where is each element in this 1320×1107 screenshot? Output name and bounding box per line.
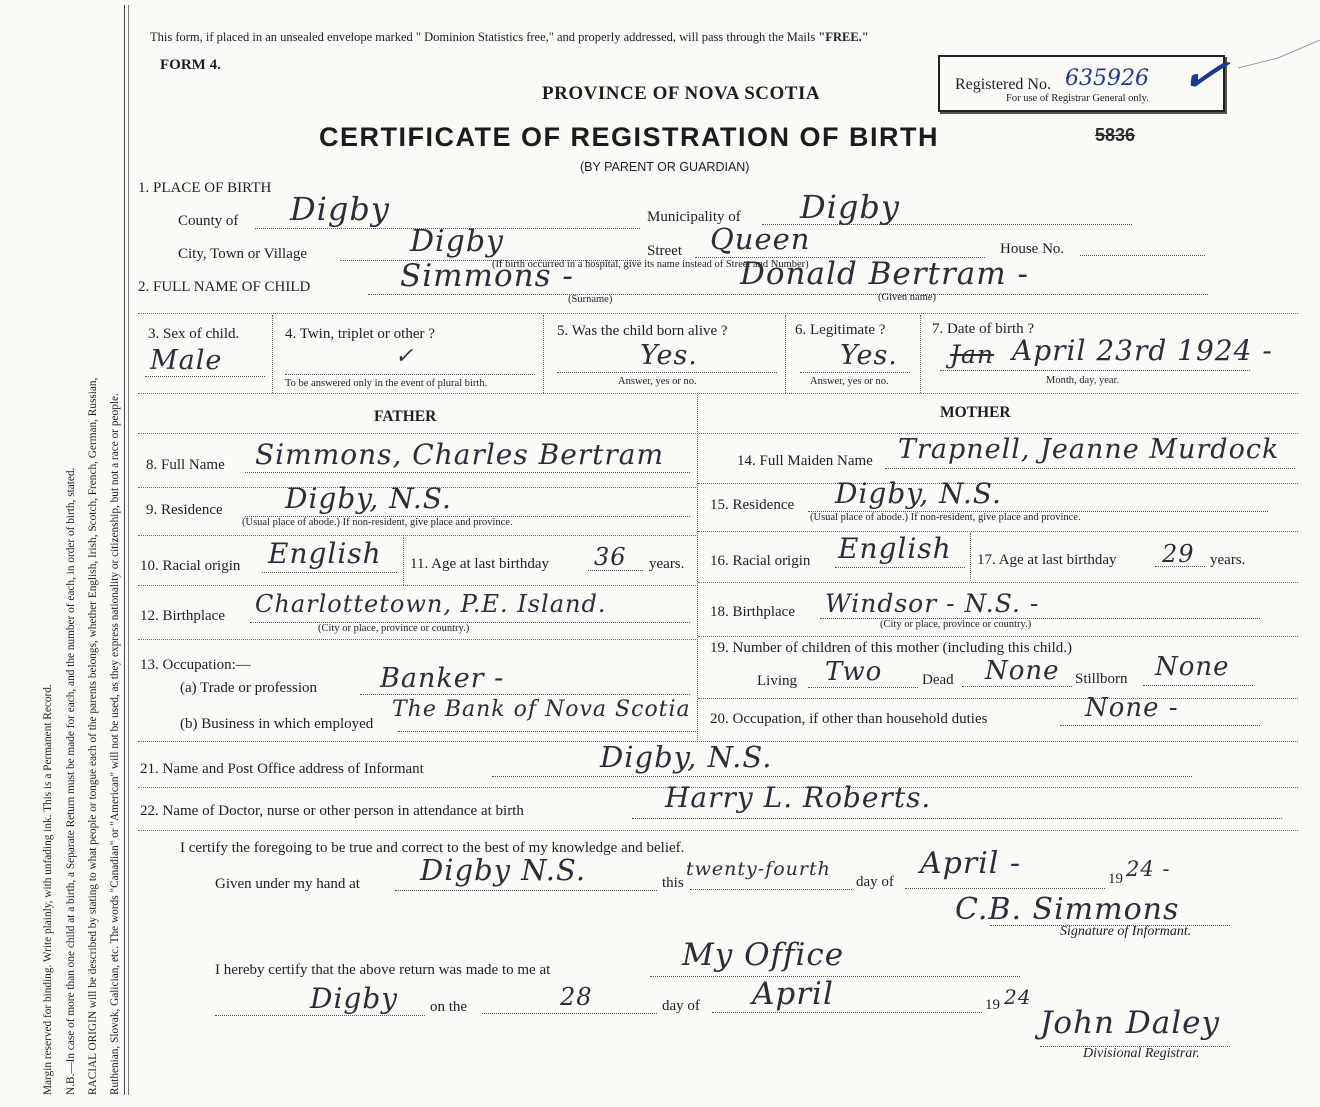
parent-column-divider (697, 395, 698, 740)
mother-row-15-border (698, 531, 1298, 532)
county-value: Digby (290, 190, 390, 228)
city-label: City, Town or Village (178, 246, 308, 262)
employer-value: The Bank of Nova Scotia (392, 697, 691, 722)
margin-note-racial-origin: RACIAL ORIGIN will be described by stating to what people or tongue each of the parents belongs, whether English, Irish, Scotch, French, German, Russian, (87, 377, 99, 1095)
mother-name-label: 14. Full Maiden Name (737, 453, 873, 469)
registrar-month-value: April (752, 976, 834, 1012)
registrar-signature-label: Divisional Registrar. (1083, 1046, 1200, 1061)
plural-birth-line (285, 374, 535, 375)
birth-date-struck: Jan (950, 340, 995, 369)
on-the-label: on the (430, 999, 468, 1015)
father-row-10-border (138, 585, 698, 586)
living-value: Two (825, 657, 883, 687)
municipality-label: Municipality of (647, 209, 741, 225)
mother-occupation-value: None - (1085, 693, 1179, 723)
registrar-place-value: My Office (682, 937, 845, 973)
binding-margin (30, 0, 125, 1107)
registrar-note: For use of Registrar General only. (1006, 93, 1149, 104)
month-line (905, 888, 1105, 889)
father-birthplace-label: 12. Birthplace (140, 608, 225, 624)
street-value: Queen (710, 222, 811, 256)
registrar-day-line (482, 1013, 657, 1014)
informant-signature-label: Signature of Informant. (1060, 924, 1192, 939)
dead-value: None (985, 656, 1060, 686)
street-label: Street (647, 243, 682, 259)
registrar-month-line (712, 1012, 982, 1013)
stillborn-value: None (1155, 652, 1230, 682)
registered-no-label: Registered No. (955, 76, 1051, 93)
row-22-border (138, 830, 1298, 831)
mother-row-18-border (698, 636, 1298, 637)
legitimate-note: Answer, yes or no. (810, 376, 889, 387)
mother-age-suffix: years. (1210, 552, 1246, 568)
registrar-year-value: 24 (1004, 985, 1032, 1009)
attendant-label: 22. Name of Doctor, nurse or other person in attendance at birth (140, 803, 524, 819)
mother-birthplace-note: (City or place, province or country.) (880, 619, 1032, 630)
sex-value: Male (150, 345, 223, 376)
certify-statement: I certify the foregoing to be true and correct to the best of my knowledge and belief. (180, 840, 685, 856)
mother-age-value: 29 (1162, 540, 1195, 568)
legitimate-line (800, 372, 910, 373)
living-label: Living (757, 673, 797, 689)
attendant-line (632, 818, 1282, 819)
mother-residence-note: (Usual place of abode.) If non-resident, give place and province. (810, 512, 1081, 523)
plural-birth-note: To be answered only in the event of plural birth. (285, 378, 488, 389)
registrar-statement: I hereby certify that the above return was made to me at (215, 962, 551, 978)
registrar-place-line (650, 976, 1020, 977)
born-alive-value: Yes. (640, 340, 698, 371)
certificate-title: CERTIFICATE OF REGISTRATION OF BIRTH (319, 122, 939, 152)
father-row-9-border (138, 535, 698, 536)
box-divider-4 (920, 315, 921, 393)
mother-racial-label: 16. Racial origin (710, 553, 811, 569)
margin-note-racial-origin-cont: Ruthenian, Slovak, Galician, etc. The words "Canadian" or "American" will not be used, as they express nationality or citizenship, but not a race or people. (109, 393, 121, 1095)
occupation-label: 13. Occupation:— (140, 657, 251, 673)
form-number: FORM 4. (160, 57, 221, 73)
given-place-line (395, 890, 657, 891)
row-bottom-border (138, 393, 1298, 394)
registrar-signature: John Daley (1040, 1005, 1220, 1041)
stillborn-line (1143, 685, 1253, 686)
dead-label: Dead (922, 672, 954, 688)
day-value: twenty-fourth (686, 858, 831, 880)
mother-racial-value: English (838, 532, 952, 565)
row-top-border (138, 313, 1298, 314)
birth-date-line (940, 370, 1250, 371)
house-no-line (1080, 255, 1205, 256)
margin-note-multiple-births: N.B.—In case of more than one child at a birth, a Separate Return must be made for each, and the number of each, in order of birth, stated. (65, 467, 77, 1095)
father-birthplace-line (250, 622, 690, 623)
day-line (690, 889, 852, 890)
mother-racial-line (835, 567, 965, 568)
father-name-label: 8. Full Name (146, 457, 225, 473)
mother-name-line (885, 468, 1295, 469)
registrar-place2-line (215, 1015, 425, 1016)
plural-birth-value: ✓ (395, 344, 415, 369)
given-under-label: Given under my hand at (215, 876, 360, 892)
box-divider-1 (272, 315, 273, 393)
born-alive-note: Answer, yes or no. (618, 376, 697, 387)
sex-label: 3. Sex of child. (148, 326, 240, 342)
mother-row-16-divider (970, 533, 971, 581)
mother-birthplace-value: Windsor - N.S. - (825, 589, 1040, 618)
margin-note-binding: Margin reserved for binding. Write plainly, with unfading ink. This is a Permanent Record. (42, 684, 54, 1095)
mother-row-16-border (698, 582, 1298, 583)
check-mark: ✓ (1173, 35, 1236, 113)
born-alive-label: 5. Was the child born alive ? (557, 323, 728, 339)
registered-no-value: 635926 (1065, 66, 1149, 91)
county-label: County of (178, 213, 239, 229)
corner-tear (1238, 40, 1320, 80)
stillborn-label: Stillborn (1075, 671, 1128, 687)
municipality-value: Digby (800, 188, 900, 226)
given-place-value: Digby N.S. (420, 853, 587, 887)
father-residence-note: (Usual place of abode.) If non-resident, give place and province. (242, 517, 513, 528)
attendant-value: Harry L. Roberts. (665, 781, 932, 814)
father-name-line (245, 472, 690, 473)
this-label: this (662, 875, 684, 891)
informant-label: 21. Name and Post Office address of Informant (140, 761, 424, 777)
month-value: April - (920, 846, 1022, 881)
mother-occupation-label: 20. Occupation, if other than household duties (710, 711, 988, 727)
margin-divider (124, 5, 125, 1095)
house-no-label: House No. (1000, 241, 1065, 257)
child-name-line (368, 294, 1208, 295)
father-racial-line (262, 572, 397, 573)
year-value: 24 - (1126, 857, 1171, 881)
father-racial-label: 10. Racial origin (140, 558, 241, 574)
father-residence-value: Digby, N.S. (285, 482, 452, 515)
informant-signature: C.B. Simmons (955, 892, 1180, 927)
dead-line (962, 686, 1072, 687)
registrar-place2-value: Digby (310, 982, 399, 1015)
hospital-note: (If birth occurred in a hospital, give its name instead of Street and Number) (492, 259, 809, 270)
mother-residence-label: 15. Residence (710, 497, 795, 513)
trade-line (360, 694, 690, 695)
mother-occupation-line (1060, 725, 1260, 726)
father-age-suffix: years. (649, 556, 685, 572)
mother-name-value: Trapnell, Jeanne Murdock (898, 434, 1280, 465)
child-surname-value: Simmons - (400, 258, 574, 294)
registrar-day-of-label: day of (662, 998, 700, 1014)
mother-row-19-border (698, 698, 1298, 699)
legitimate-value: Yes. (840, 340, 898, 371)
born-alive-line (557, 372, 777, 373)
trade-value: Banker - (380, 663, 505, 694)
surname-note: (Surname) (568, 294, 613, 305)
children-count-label: 19. Number of children of this mother (including this child.) (710, 640, 1073, 656)
mail-notice: This form, if placed in an unsealed envelope marked " Dominion Statistics free," and properly addressed, will pass through the Mails "FREE." (150, 30, 869, 44)
registrar-day-value: 28 (560, 983, 593, 1011)
employer-line (398, 731, 698, 732)
city-value: Digby (410, 224, 505, 259)
mother-birthplace-label: 18. Birthplace (710, 604, 795, 620)
mother-age-label: 17. Age at last birthday (977, 552, 1117, 568)
informant-value: Digby, N.S. (600, 740, 773, 774)
father-row-10-divider (403, 537, 404, 585)
plural-birth-label: 4. Twin, triplet or other ? (285, 326, 435, 342)
box-divider-3 (785, 315, 786, 393)
informant-line (492, 776, 1192, 777)
father-age-value: 36 (594, 543, 627, 571)
father-residence-label: 9. Residence (146, 502, 223, 518)
given-name-note: (Given name) (878, 292, 937, 303)
trade-label: (a) Trade or profession (180, 680, 318, 696)
child-name-label: 2. FULL NAME OF CHILD (138, 279, 311, 295)
father-racial-value: English (268, 537, 382, 570)
child-given-name-value: Donald Bertram - (740, 256, 1030, 292)
box-divider-2 (543, 315, 544, 393)
day-of-label: day of (856, 874, 894, 890)
birth-date-note: Month, day, year. (1046, 375, 1120, 386)
father-birthplace-value: Charlottetown, P.E. Island. (255, 590, 607, 618)
father-age-label: 11. Age at last birthday (410, 556, 549, 572)
mother-residence-value: Digby, N.S. (835, 477, 1002, 510)
sex-line (145, 376, 265, 377)
registrar-year-prefix: 19 (985, 997, 1000, 1013)
margin-divider-inner (128, 5, 129, 1095)
birth-date-label: 7. Date of birth ? (932, 321, 1035, 337)
mother-header: MOTHER (940, 404, 1011, 421)
certificate-subtitle: (BY PARENT OR GUARDIAN) (580, 160, 750, 174)
father-header: FATHER (374, 408, 437, 425)
place-of-birth-label: 1. PLACE OF BIRTH (138, 180, 272, 196)
province-heading: PROVINCE OF NOVA SCOTIA (542, 83, 821, 104)
living-line (808, 687, 918, 688)
legitimate-label: 6. Legitimate ? (795, 322, 886, 338)
father-birthplace-note: (City or place, province or country.) (318, 623, 470, 634)
father-row-12-border (138, 639, 698, 640)
father-name-value: Simmons, Charles Bertram (255, 438, 665, 471)
crossed-registration-mark: 5836 (1095, 125, 1136, 145)
year-prefix: 19 (1108, 871, 1123, 887)
birth-date-value: April 23rd 1924 - (1012, 334, 1273, 367)
employer-label: (b) Business in which employed (180, 716, 374, 732)
